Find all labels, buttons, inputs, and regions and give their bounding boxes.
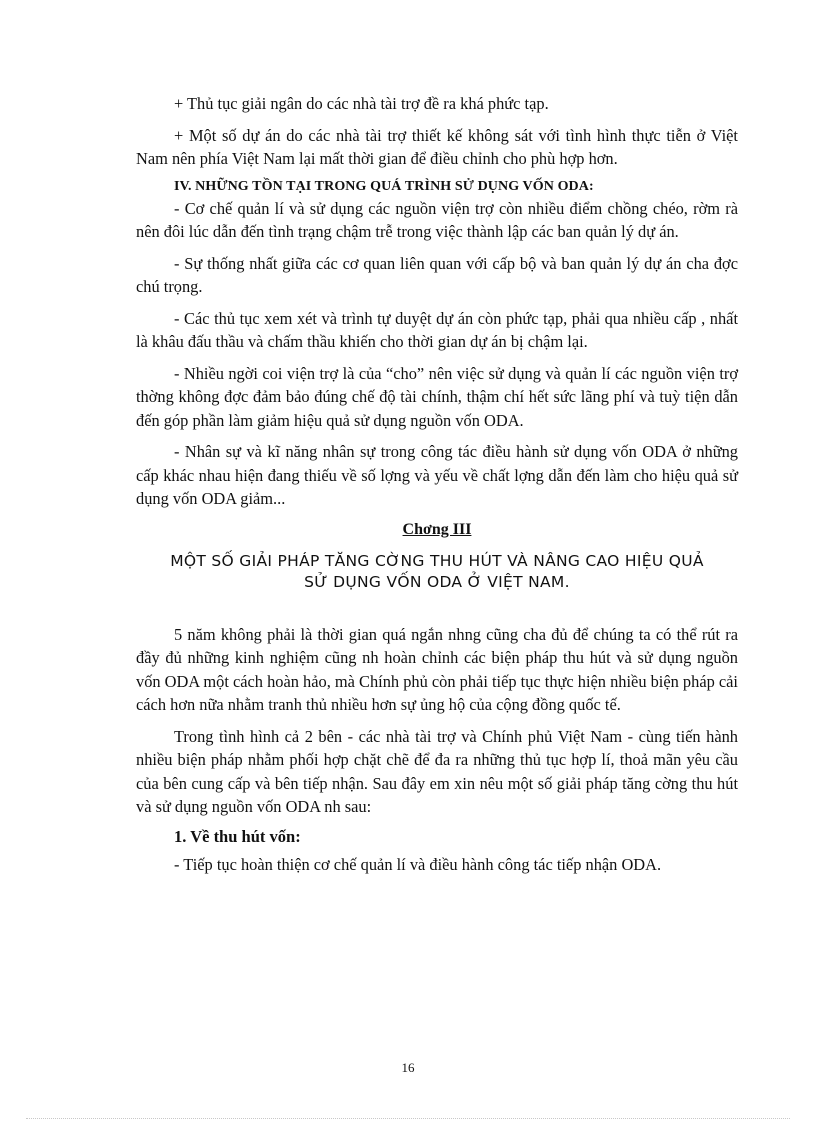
list-item: - Nhiều ngời coi viện trợ là của “cho” nên việc sử dụng và quản lí các nguồn viện trợ thờng không đợc đảm bảo đúng chế độ tài chính, thậm chí hết sức lãng phí và tuỳ tiện dẫn đến góp phần làm giảm hiệu quả sử dụng nguồn vốn ODA. bbox=[136, 363, 738, 430]
bottom-divider bbox=[26, 1118, 790, 1119]
list-item: - Sự thống nhất giữa các cơ quan liên quan với cấp bộ và ban quản lý dự án cha đợc chú trọng. bbox=[136, 253, 738, 296]
list-item: - Các thủ tục xem xét và trình tự duyệt dự án còn phức tạp, phải qua nhiều cấp , nhất là khâu đấu thầu và chấm thầu khiến cho thời gian dự án bị chậm lại. bbox=[136, 308, 738, 351]
intro-paragraph: Trong tình hình cả 2 bên - các nhà tài trợ và Chính phủ Việt Nam - cùng tiến hành nhiều biện pháp nhằm phối hợp chặt chẽ để đa ra những thủ tục hợp lí, thoả mãn yêu cầu của bên cung cấp và bên tiếp nhận. Sau đây em xin nêu một số giải pháp tăng cờng thu hút và sử dụng nguồn vốn ODA nh sau: bbox=[136, 726, 738, 816]
list-item: - Tiếp tục hoàn thiện cơ chế quản lí và điều hành công tác tiếp nhận ODA. bbox=[174, 854, 662, 874]
chapter-title-line-1: MỘT SỐ GIẢI PHÁP TĂNG CỜNG THU HÚT VÀ NÂNG CAO HIỆU QUẢ bbox=[170, 551, 704, 570]
list-item: - Nhân sự và kĩ năng nhân sự trong công tác điều hành sử dụng vốn ODA ở những cấp khác nhau hiện đang thiếu về số lợng và yếu về chất lợng dẫn đến làm cho hiệu quả sử dụng vốn ODA giảm... bbox=[136, 442, 738, 508]
paragraph-disbursement: + Thủ tục giải ngân do các nhà tài trợ đề ra khá phức tạp. bbox=[174, 94, 549, 113]
subsection-1-heading: 1. Về thu hút vốn: bbox=[174, 826, 301, 846]
list-item: - Cơ chế quản lí và sử dụng các nguồn viện trợ còn nhiều điểm chồng chéo, rờm rà nên đôi lúc dẫn đến tình trạng chậm trễ trong việc thành lập các ban quản lý dự án. bbox=[136, 198, 738, 241]
intro-paragraph: 5 năm không phải là thời gian quá ngắn nhng cũng cha đủ để chúng ta có thể rút ra đầy đủ những kinh nghiệm cũng nh hoàn chỉnh các biện pháp thu hút và sử dụng nguồn vốn ODA một cách hoàn hảo, mà Chính phủ còn phải tiếp tục thực hiện nhiều biện pháp cải cách hơn nữa nhằm tranh thủ nhiều hơn sự ủng hộ của cộng đồng quốc tế. bbox=[136, 624, 738, 714]
page-number: 16 bbox=[401, 1060, 415, 1075]
paragraph-project-design: + Một số dự án do các nhà tài trợ thiết kế không sát với tình hình thực tiễn ở Việt Nam nên phía Việt Nam lại mất thời gian để điều chỉnh cho phù hợp hơn. bbox=[136, 125, 738, 168]
chapter-title bbox=[136, 551, 738, 593]
chapter-title-line-2: SỬ DỤNG VỐN ODA Ở VIỆT NAM. bbox=[304, 572, 570, 591]
section-iv-heading: IV. NHỮNG TỒN TẠI TRONG QUÁ TRÌNH SỬ DỤNG VỐN ODA: bbox=[174, 178, 594, 194]
chapter-label: Chơng III bbox=[402, 520, 472, 538]
page-content bbox=[136, 92, 738, 884]
